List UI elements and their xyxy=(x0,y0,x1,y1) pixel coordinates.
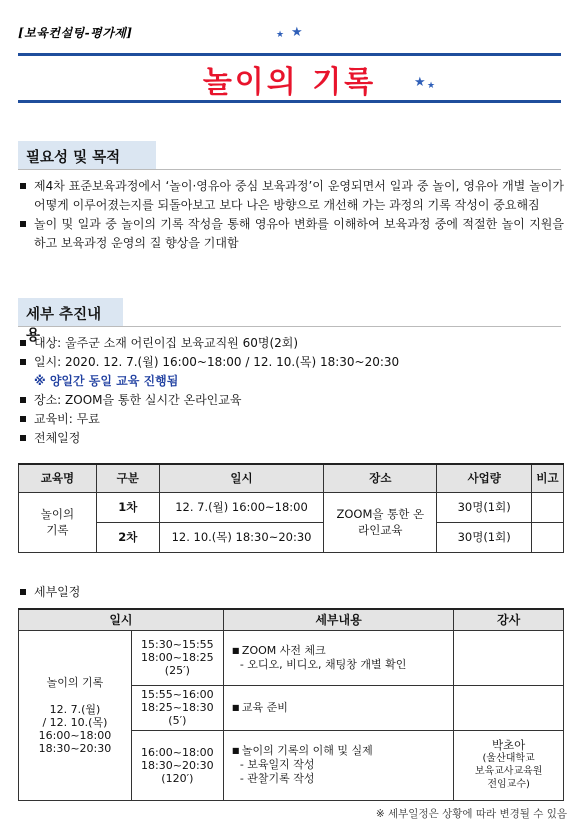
column-header: 교육명 xyxy=(19,464,97,492)
detail-label-list xyxy=(18,583,564,602)
list-item-target: 대상: 울주군 소재 어린이집 보육교직원 60명(2회) xyxy=(18,334,564,353)
session-cell: 2차 xyxy=(96,522,159,552)
star-icon: ★ xyxy=(427,81,436,91)
list-item-schedule: 전체일정 xyxy=(18,429,564,448)
column-header: 비고 xyxy=(532,464,564,492)
table-row xyxy=(19,522,564,552)
volume-cell: 30명(1회) xyxy=(437,522,532,552)
remarks-cell xyxy=(532,522,564,552)
course-name-cell: 놀이의 기록 xyxy=(19,492,97,552)
section-heading-necessity: 필요성 및 목적 xyxy=(18,141,156,169)
datetime-cell: 12. 10.(목) 18:30~20:30 xyxy=(159,522,324,552)
volume-cell: 30명(1회) xyxy=(437,492,532,522)
course-time: 18:30~20:30 xyxy=(38,741,112,755)
remarks-cell xyxy=(532,492,564,522)
star-icon: ★ xyxy=(414,75,426,90)
column-header: 구분 xyxy=(96,464,159,492)
datetime-cell: 12. 7.(월) 16:00~18:00 xyxy=(159,492,324,522)
necessity-list xyxy=(18,177,564,253)
column-header: 사업량 xyxy=(437,464,532,492)
course-time: 16:00~18:00 xyxy=(38,728,112,742)
content-sub: - 관찰기록 작성 xyxy=(239,772,315,785)
time-cell: 15:55~16:00 18:25~18:30 (5′) xyxy=(131,685,223,730)
section-rule xyxy=(18,326,561,327)
content-cell xyxy=(223,630,453,685)
course-title: 놀이의 기록 xyxy=(46,675,104,689)
session-cell: 1차 xyxy=(96,492,159,522)
content-cell xyxy=(223,685,453,730)
course-date: / 12. 10.(목) xyxy=(42,715,108,729)
content-main: ■ 놀이의 기록의 이해 및 실제 xyxy=(232,744,453,758)
instructor-name: 박초아 xyxy=(491,738,526,752)
list-item-date: 일시: 2020. 12. 7.(월) 16:00~18:00 / 12. 10.(목) 18:30~20:30 xyxy=(18,353,564,372)
detail-schedule-label: 세부일정 xyxy=(18,583,564,602)
list-item: 놀이 및 일과 중 놀이의 기록 작성을 통해 영유아 변화를 이해하여 보육과정 중에 적절한 놀이 지원을 하고 보육과정 운영의 질 향상을 기대함 xyxy=(18,215,564,253)
table-row xyxy=(19,630,564,685)
content-main: ■ ZOOM 사전 체크 xyxy=(232,644,453,658)
table-row xyxy=(19,492,564,522)
instructor-affiliation: 보육교사교육원 xyxy=(474,766,543,777)
section-heading-details: 세부 추진내용 xyxy=(18,298,123,326)
same-content-note: ※ 양일간 동일 교육 진행됨 xyxy=(34,374,179,388)
title-top-rule xyxy=(18,53,561,56)
course-summary-cell xyxy=(19,630,132,800)
column-header: 일시 xyxy=(19,609,224,630)
column-header: 세부내용 xyxy=(223,609,453,630)
table-header-row xyxy=(19,464,564,492)
list-item-fee: 교육비: 무료 xyxy=(18,410,564,429)
table-header-row xyxy=(19,609,564,630)
instructor-cell xyxy=(454,685,564,730)
footnote: ※ 세부일정은 상황에 따라 변경될 수 있음 xyxy=(375,808,567,820)
header-tag: [보육컨설팅-평가제] xyxy=(18,26,133,40)
column-header: 강사 xyxy=(454,609,564,630)
course-date: 12. 7.(월) xyxy=(49,702,101,716)
instructor-affiliation: 전임교수) xyxy=(487,779,530,790)
overall-schedule-table xyxy=(18,463,564,553)
instructor-cell xyxy=(454,630,564,685)
content-cell xyxy=(223,730,453,800)
content-sub: - 오디오, 비디오, 채팅창 개별 확인 xyxy=(239,657,407,671)
time-cell: 16:00~18:00 18:30~20:30 (120′) xyxy=(131,730,223,800)
list-item-place: 장소: ZOOM을 통한 실시간 온라인교육 xyxy=(18,391,564,410)
instructor-affiliation: (울산대학교 xyxy=(482,753,535,764)
list-item: 제4차 표준보육과정에서 ‘놀이·영유아 중심 보육과정’이 운영되면서 일과 중 놀이, 영유아 개별 놀이가 어떻게 이루어졌는지를 되돌아보고 보다 나은 방향으로 개선해 가는 과정의 기록 작성이 중요해짐 xyxy=(18,177,564,215)
star-icon: ★ xyxy=(291,25,303,40)
time-cell: 15:30~15:55 18:00~18:25 (25′) xyxy=(131,630,223,685)
detail-schedule-table xyxy=(18,608,564,801)
column-header: 장소 xyxy=(324,464,437,492)
page-title: 놀이의 기록 xyxy=(202,65,377,100)
star-icon: ★ xyxy=(276,30,285,40)
instructor-cell xyxy=(454,730,564,800)
title-bottom-rule xyxy=(18,100,561,103)
section-rule xyxy=(18,169,561,170)
content-main: ■ 교육 준비 xyxy=(232,701,453,715)
place-cell: ZOOM을 통한 온라인교육 xyxy=(324,492,437,552)
column-header: 일시 xyxy=(159,464,324,492)
details-list xyxy=(18,334,564,448)
content-sub: - 보육일지 작성 xyxy=(239,758,315,771)
